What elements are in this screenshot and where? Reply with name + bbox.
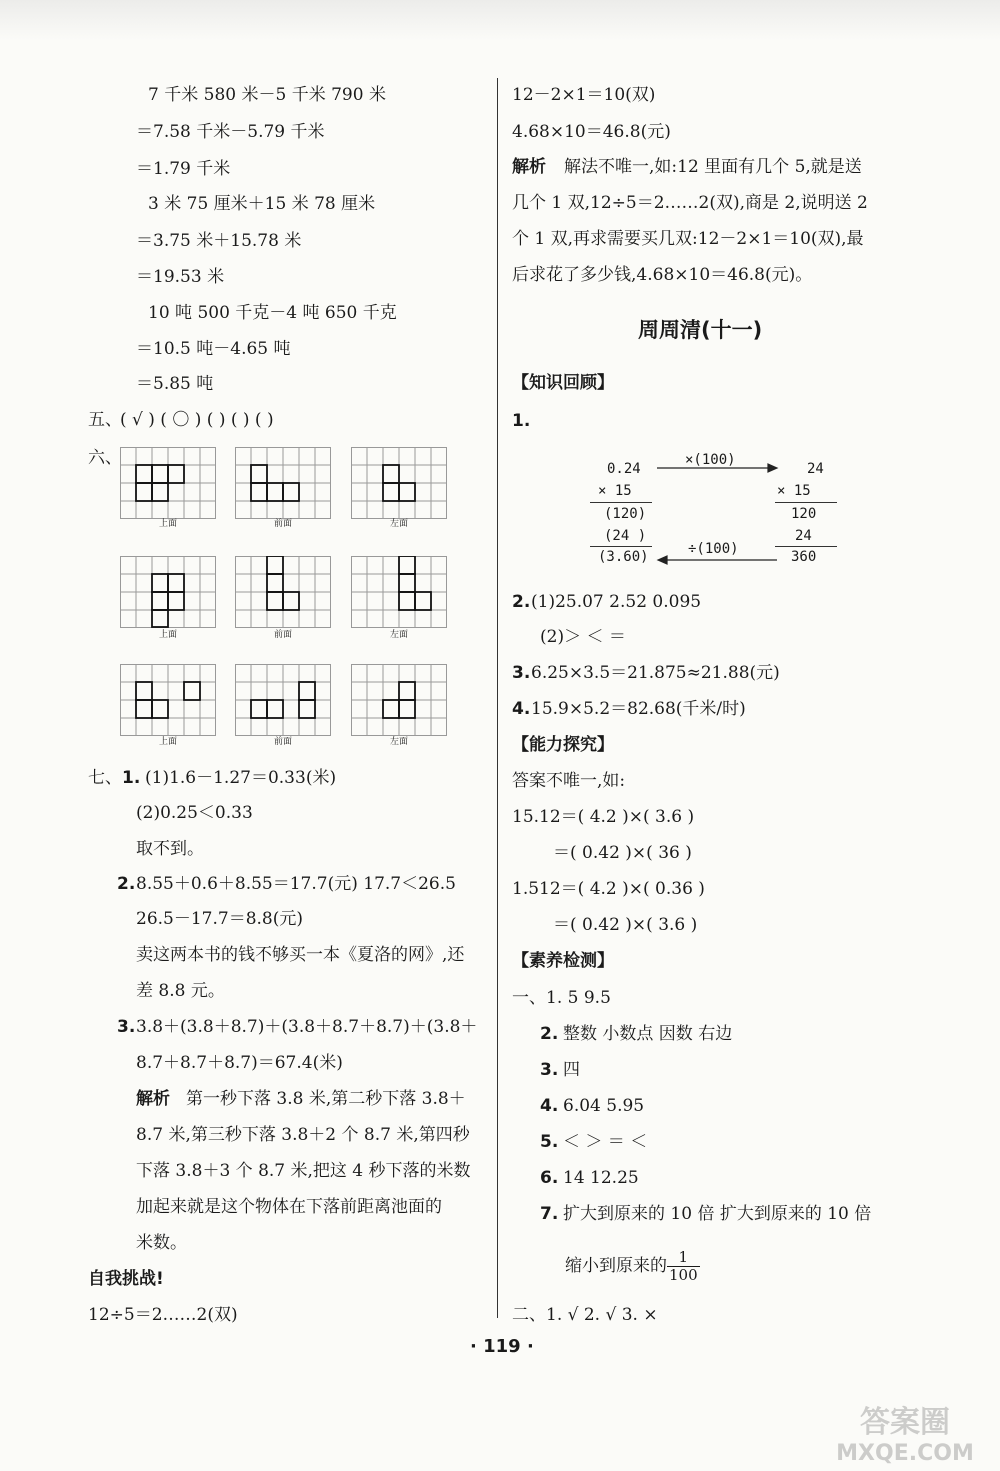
qi-3-a: 3.8＋(3.8＋8.7)＋(3.8＋8.7＋8.7)＋(3.8＋ [136, 1017, 478, 1037]
explain-1: 解法不唯一,如:12 里面有几个 5,就是送 [564, 157, 862, 177]
challenge-heading: 自我挑战! [88, 1269, 164, 1289]
qi-3-e: 下落 3.8＋3 个 8.7 米,把这 4 秒下落的米数 [136, 1161, 471, 1181]
grid-left-view-3 [351, 664, 447, 736]
k4-number: 4. [512, 699, 531, 719]
liu-number: 六、 [88, 448, 122, 468]
suyang-7: 扩大到原来的 10 倍 扩大到原来的 10 倍 [563, 1204, 872, 1224]
svg-text:答案圈: 答案圈 [860, 1405, 950, 1440]
left-line-3: ＝1.79 千米 [136, 159, 231, 179]
grid-caption: 上面 [158, 519, 177, 529]
qi-2-c: 卖这两本书的钱不够买一本《夏洛的网》,还 [136, 945, 465, 965]
grid-left-view-2 [351, 556, 447, 628]
wu-number: 五、 [88, 410, 122, 430]
calc-left-5: (3.60) [598, 549, 649, 565]
left-line-1: 7 千米 580 米－5 千米 790 米 [148, 85, 386, 105]
svg-text:MXQE.COM: MXQE.COM [836, 1441, 974, 1466]
suyang-2: 整数 小数点 因数 右边 [563, 1024, 733, 1044]
left-line-2: ＝7.58 千米－5.79 千米 [136, 122, 325, 142]
grid-caption: 前面 [273, 630, 292, 640]
suyang-3: 四 [563, 1060, 580, 1080]
s4-number: 4. [540, 1096, 559, 1116]
jiexi-label-right: 解析 [512, 157, 546, 177]
grid-front-view-1 [235, 447, 331, 519]
s2-number: 2. [540, 1024, 559, 1044]
column-divider [497, 78, 498, 1318]
qi-3-c: 第一秒下落 3.8 米,第二秒下落 3.8＋ [186, 1089, 466, 1109]
qi-3-b: 8.7＋8.7＋8.7)＝67.4(米) [136, 1053, 343, 1073]
qi-2-d: 差 8.8 元。 [136, 981, 225, 1001]
calc-right-4: 24 [795, 528, 812, 544]
left-line-7: 10 吨 500 千克－4 吨 650 千克 [148, 303, 397, 323]
suyang-er: 二、1. √ 2. √ 3. × [512, 1305, 658, 1325]
qi-1-a: (1)1.6－1.27＝0.33(米) [145, 768, 337, 788]
heading-zhishi: 【知识回顾】 [512, 373, 614, 393]
calc-left-3: (120) [604, 506, 647, 522]
suyang-1: 一、1. 5 9.5 [512, 988, 611, 1008]
explain-4: 后求花了多少钱,4.68×10＝46.8(元)。 [512, 265, 813, 285]
left-line-9: ＝5.85 吨 [136, 374, 214, 394]
left-line-5: ＝3.75 米＋15.78 米 [136, 231, 302, 251]
k2-number: 2. [512, 592, 531, 612]
grid-caption: 前面 [273, 519, 292, 529]
s7-number: 7. [540, 1204, 559, 1224]
nengli-2: ＝( 0.42 )×( 36 ) [553, 843, 692, 863]
k2-a: (1)25.07 2.52 0.095 [531, 592, 702, 612]
grid-front-view-3 [235, 664, 331, 736]
nengli-3: 1.512＝( 4.2 )×( 0.36 ) [512, 879, 705, 899]
qi-2-a: 8.55＋0.6＋8.55＝17.7(元) 17.7＜26.5 [136, 874, 456, 894]
qi-3-f: 加起来就是这个物体在下落前距离池面的 [136, 1197, 442, 1217]
s6-number: 6. [540, 1168, 559, 1188]
left-line-8: ＝10.5 吨－4.65 吨 [136, 339, 291, 359]
suyang-5: ＜ ＞ ＝ ＜ [563, 1132, 648, 1152]
calc-line [590, 502, 652, 503]
grid-caption: 上面 [158, 737, 177, 747]
left-line-4: 3 米 75 厘米＋15 米 78 厘米 [148, 194, 376, 214]
calc-right-3: 120 [791, 506, 817, 522]
grid-caption: 左面 [389, 630, 408, 640]
grid-caption: 上面 [158, 630, 177, 640]
k3-number: 3. [512, 663, 531, 683]
qi-number: 七、1. [88, 768, 141, 788]
k4: 15.9×5.2＝82.68(千米/时) [531, 699, 746, 719]
right-top-2: 4.68×10＝46.8(元) [512, 122, 671, 142]
k3: 6.25×3.5＝21.875≈21.88(元) [531, 663, 780, 683]
arrow-label-divide: ÷(100) [688, 541, 739, 557]
k2-b: (2)＞ ＜ ＝ [540, 627, 626, 647]
nengli-intro: 答案不唯一,如: [512, 771, 626, 791]
calc-left-2: × 15 [598, 483, 632, 499]
calc-left-4: (24 ) [604, 528, 647, 544]
page-number: · 119 · [470, 1336, 534, 1357]
grid-left-view-1 [351, 447, 447, 519]
left-line-6: ＝19.53 米 [136, 267, 225, 287]
grid-top-view-2 [120, 556, 216, 628]
heading-suyang: 【素养检测】 [512, 951, 614, 971]
nengli-1: 15.12＝( 4.2 )×( 3.6 ) [512, 807, 695, 827]
calc-right-5: 360 [791, 549, 817, 565]
grid-caption: 前面 [273, 737, 292, 747]
qi-3-number: 3. [117, 1017, 136, 1037]
grid-caption: 左面 [389, 519, 408, 529]
scan-top-shadow [0, 0, 1000, 40]
qi-1-b: (2)0.25＜0.33 [136, 803, 253, 823]
qi-3-g: 米数。 [136, 1233, 187, 1253]
grid-top-view-1 [120, 447, 216, 519]
arrow-label-multiply: ×(100) [685, 452, 736, 468]
qi-2-b: 26.5－17.7＝8.8(元) [136, 909, 304, 929]
wu-answers: ( √ ) ( 〇 ) ( ) ( ) ( ) [120, 410, 274, 430]
jiexi-label: 解析 [136, 1089, 170, 1109]
challenge-line: 12÷5＝2……2(双) [88, 1305, 238, 1325]
calc-right-2: × 15 [777, 483, 811, 499]
grid-top-view-3 [120, 664, 216, 736]
qi-1-c: 取不到。 [136, 839, 204, 859]
calc-line [590, 546, 652, 547]
calc-left-1: 0.24 [607, 461, 641, 477]
section-title: 周周清(十一) [638, 318, 763, 342]
qi-3-d: 8.7 米,第三秒下落 3.8＋2 个 8.7 米,第四秒 [136, 1125, 470, 1145]
grid-caption: 左面 [389, 737, 408, 747]
suyang-7b: 缩小到原来的 $\frac{1}{100}$ [565, 1248, 698, 1284]
watermark-logo [820, 1400, 990, 1466]
k1-number: 1. [512, 411, 531, 431]
right-top-1: 12－2×1＝10(双) [512, 85, 656, 105]
explain-3: 个 1 双,再求需要买几双:12－2×1＝10(双),最 [512, 229, 864, 249]
calc-right-1: 24 [807, 461, 824, 477]
s5-number: 5. [540, 1132, 559, 1152]
suyang-4: 6.04 5.95 [563, 1096, 645, 1116]
grid-front-view-2 [235, 556, 331, 628]
heading-nengli: 【能力探究】 [512, 735, 614, 755]
explain-2: 几个 1 双,12÷5＝2……2(双),商是 2,说明送 2 [512, 193, 868, 213]
suyang-6: 14 12.25 [563, 1168, 639, 1188]
fraction: $\frac{1}{100}$ [669, 1248, 698, 1284]
qi-2-number: 2. [117, 874, 136, 894]
nengli-4: ＝( 0.42 )×( 3.6 ) [553, 915, 698, 935]
s3-number: 3. [540, 1060, 559, 1080]
